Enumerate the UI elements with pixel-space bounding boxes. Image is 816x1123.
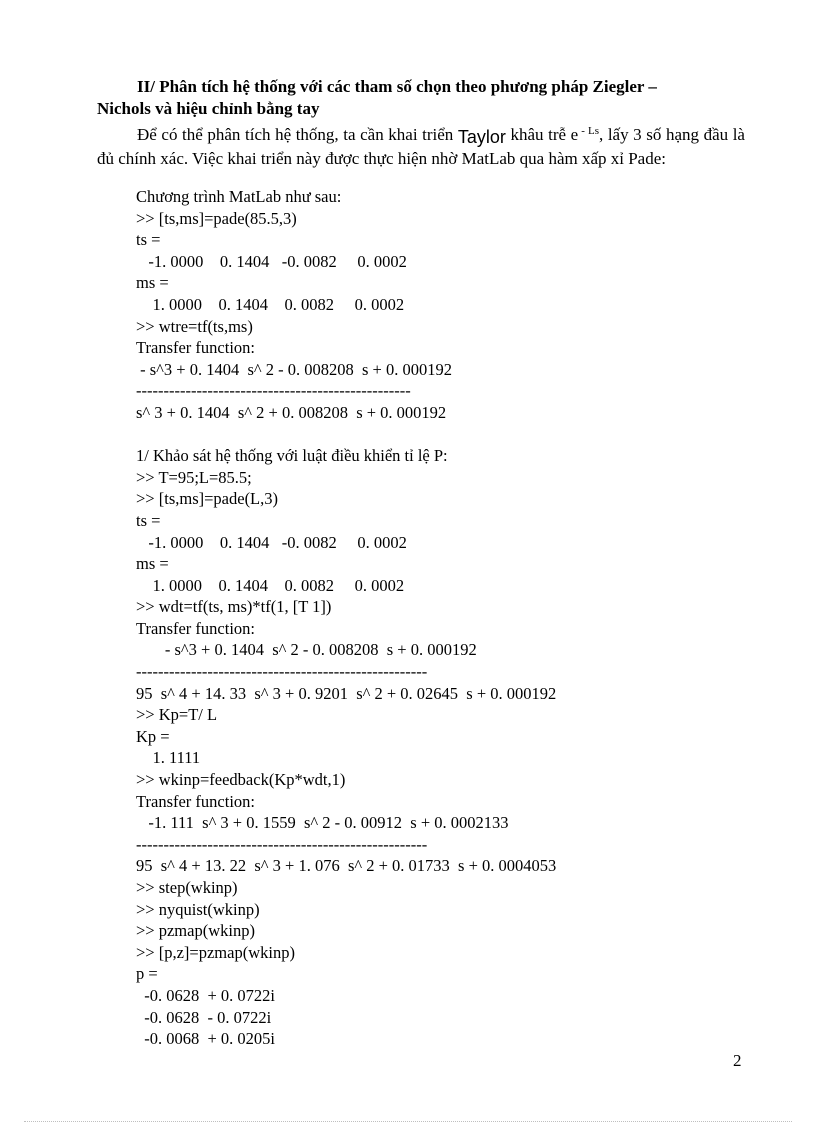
code-line: >> wkinp=feedback(Kp*wdt,1) xyxy=(136,770,346,790)
code-line: ts = xyxy=(136,510,161,530)
code-line: -1. 111 s^ 3 + 0. 1559 s^ 2 - 0. 00912 s + 0. 0002133 xyxy=(136,813,509,833)
code-line: 1. 0000 0. 1404 0. 0082 0. 0002 xyxy=(136,575,405,595)
code-line: s^ 3 + 0. 1404 s^ 2 + 0. 008208 s + 0. 000192 xyxy=(136,402,447,422)
code-line: ts = xyxy=(136,230,161,250)
code-line: >> nyquist(wkinp) xyxy=(136,899,260,919)
code-line: 1. 0000 0. 1404 0. 0082 0. 0002 xyxy=(136,294,405,314)
code-line: Transfer function: xyxy=(136,791,255,811)
code-line: -0. 0628 - 0. 0722i xyxy=(136,1007,272,1027)
delay-exponent: - Ls xyxy=(578,125,599,137)
code-line: ms = xyxy=(136,273,169,293)
code-line: 95 s^ 4 + 14. 33 s^ 3 + 0. 9201 s^ 2 + 0. 02645 s + 0. 000192 xyxy=(136,683,557,703)
code-line: >> wdt=tf(ts, ms)*tf(1, [T 1]) xyxy=(136,597,332,617)
code-line: >> [ts,ms]=pade(L,3) xyxy=(136,489,279,509)
code-line: Kp = xyxy=(136,726,170,746)
code-line: -1. 0000 0. 1404 -0. 0082 0. 0002 xyxy=(136,532,407,552)
intro-text-after: , lấy 3 số hạng đầu là đủ chính xác. Việc khai triển này được thực hiện nhờ MatLab qua hàm xấp xỉ Pade: xyxy=(97,125,745,168)
page-bottom-divider xyxy=(24,1121,792,1122)
code-line: ----------------------------------------------------- xyxy=(136,662,428,682)
code-line: >> [ts,ms]=pade(85.5,3) xyxy=(136,208,297,228)
heading-line-2: Nichols và hiệu chỉnh bằng tay xyxy=(97,99,320,118)
code-line: - s^3 + 0. 1404 s^ 2 - 0. 008208 s + 0. 000192 xyxy=(136,359,452,379)
code-line: Transfer function: xyxy=(136,618,255,638)
code-line xyxy=(136,424,756,446)
intro-text-mid: khâu trễ e xyxy=(505,125,579,144)
section-heading xyxy=(97,76,745,120)
code-line: ms = xyxy=(136,554,169,574)
code-line: ----------------------------------------------------- xyxy=(136,834,428,854)
matlab-code-block xyxy=(136,186,756,1050)
code-line: >> Kp=T/ L xyxy=(136,705,218,725)
code-line: -0. 0068 + 0. 0205i xyxy=(136,1029,276,1049)
code-line: Chương trình MatLab như sau: xyxy=(136,187,342,206)
code-line: -0. 0628 + 0. 0722i xyxy=(136,985,276,1005)
code-line: -------------------------------------------------- xyxy=(136,381,411,401)
code-line: >> [p,z]=pzmap(wkinp) xyxy=(136,942,295,962)
code-line: >> step(wkinp) xyxy=(136,878,238,897)
code-line: p = xyxy=(136,964,158,984)
code-line: Transfer function: xyxy=(136,338,255,358)
code-line: 1/ Khảo sát hệ thống với luật điều khiển tỉ lệ P: xyxy=(136,446,448,466)
code-line: 95 s^ 4 + 13. 22 s^ 3 + 1. 076 s^ 2 + 0. 01733 s + 0. 0004053 xyxy=(136,856,557,876)
code-line: 1. 1111 xyxy=(136,748,201,768)
intro-paragraph xyxy=(97,120,745,170)
intro-text-before: Để có thể phân tích hệ thống, ta cần khai triển xyxy=(137,125,458,144)
taylor-word: Taylor xyxy=(457,127,506,147)
heading-line-1: II/ Phân tích hệ thống với các tham số chọn theo phương pháp Ziegler – xyxy=(137,77,657,96)
code-line: >> pzmap(wkinp) xyxy=(136,921,255,941)
code-line: -1. 0000 0. 1404 -0. 0082 0. 0002 xyxy=(136,251,407,271)
code-line: >> T=95;L=85.5; xyxy=(136,467,252,487)
code-line: - s^3 + 0. 1404 s^ 2 - 0. 008208 s + 0. 000192 xyxy=(136,640,477,660)
page-number: 2 xyxy=(733,1051,742,1070)
code-line: >> wtre=tf(ts,ms) xyxy=(136,316,253,336)
